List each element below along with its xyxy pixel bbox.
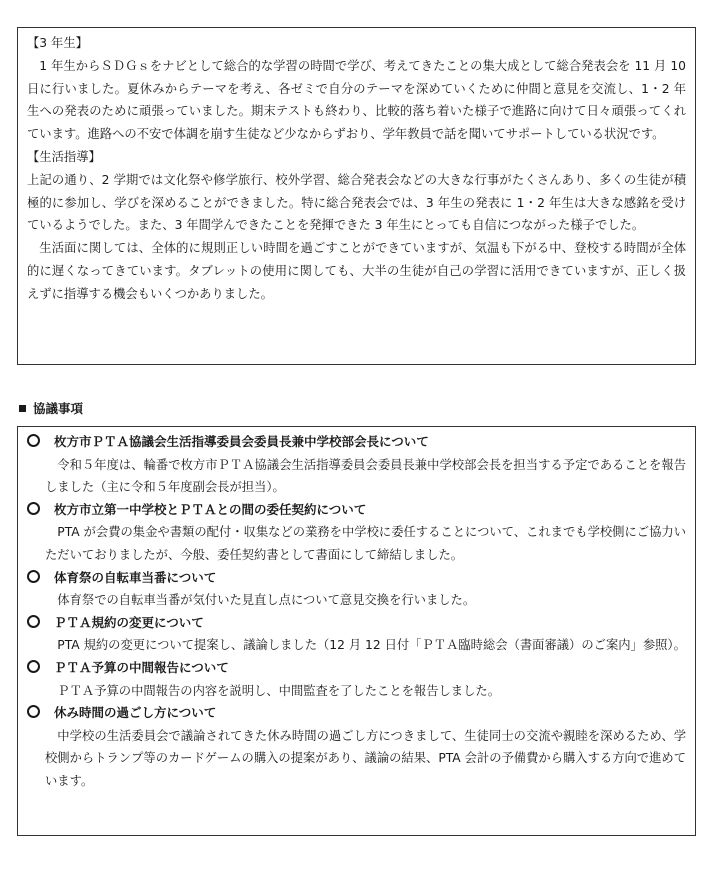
agenda-item-body: PTA が会費の集金や書類の配付・収集などの業務を中学校に委任することについて、これまでも学校側にご協力いただいておりましたが、今般、委任契約書として書面にして締結しました。 <box>45 525 686 562</box>
agenda-item <box>27 431 686 499</box>
circle-bullet-icon <box>27 434 40 447</box>
agenda-item-title <box>27 431 686 454</box>
agenda-item-body: 令和５年度は、輪番で枚方市ＰＴＡ協議会生活指導委員会委員長兼中学校部会長を担当する予定であることを報告しました（主に令和５年度副会長が担当）。 <box>45 457 686 495</box>
agenda-item <box>27 499 686 567</box>
guidance-heading: 【生活指導】 <box>27 149 101 164</box>
grade3-heading: 【3 年生】 <box>27 36 88 50</box>
agenda-item-title-text: 枚方市立第一中学校とＰＴＡとの間の委任契約について <box>54 501 367 517</box>
grade-report-box <box>17 27 696 365</box>
agenda-item-body: 中学校の生活委員会で議論されてきた休み時間の過ごし方につきまして、生徒同士の交流や親睦を深めるため、学校側からトランプ等のカードゲームの購入の提案があり、議論の結果、PTA 会計の予備費から購入する方向で進めています。 <box>45 728 686 788</box>
agenda-item-title <box>27 657 686 680</box>
agenda-item-title-text: 休み時間の過ごし方について <box>54 705 217 721</box>
square-bullet-icon <box>19 405 26 412</box>
guidance-paragraph-2: 生活面に関しては、全体的に規則正しい時間を過ごすことができていますが、気温も下がる中、登校する時間が全体的に遅くなってきています。タブレットの使用に関しても、大半の生徒が自己の学習に活用できていますが、正しく扱えずに指導する機会もいくつかありました。 <box>27 241 686 301</box>
circle-bullet-icon <box>27 615 40 628</box>
agenda-section-title <box>19 401 83 417</box>
circle-bullet-icon <box>27 502 40 515</box>
agenda-box <box>17 426 696 836</box>
circle-bullet-icon <box>27 570 40 583</box>
agenda-item-title-text: 枚方市ＰＴＡ協議会生活指導委員会委員長兼中学校部会長について <box>54 434 429 449</box>
agenda-item-title <box>27 702 686 725</box>
agenda-item-body: PTA 規約の変更について提案し、議論しました（12 月 12 日付「ＰＴＡ臨時総会（書面審議）のご案内」参照）。 <box>57 638 686 653</box>
grade3-paragraph: 1 年生からＳＤＧｓをナビとして総合的な学習の時間で学び、考えてきたことの集大成として総合発表会を 11 月 10 日に行いました。夏休みからテーマを考え、各ゼミで自分のテーマを深めていくために仲間と意見を交流し、1・2 年生への発表のために頑張っていました。期末テストも終わり、比較的落ち着いた様子で進路に向けて日々頑張ってくれています。進路への不安で体調を崩す生徒など少なからずおり、学年教員で話を聞いてサポートしている状況です。 <box>27 58 686 142</box>
agenda-item-title <box>27 612 686 635</box>
agenda-item-title <box>27 567 686 590</box>
agenda-item-body: ＰＴＡ予算の中間報告の内容を説明し、中間監査を了したことを報告しました。 <box>57 683 500 698</box>
agenda-item <box>27 567 686 612</box>
circle-bullet-icon <box>27 660 40 673</box>
agenda-title: 協議事項 <box>33 401 84 416</box>
agenda-item <box>27 702 686 792</box>
agenda-item-body: 体育祭での自転車当番が気付いた見直し点について意見交換を行いました。 <box>57 593 476 608</box>
agenda-item <box>27 612 686 657</box>
guidance-paragraph-1: 上記の通り、2 学期では文化祭や修学旅行、校外学習、総合発表会などの大きな行事がたくさんあり、多くの生徒が積極的に参加し、学びを深めることができました。特に総合発表会では、3 年生の発表に 1・2 年生は大きな感銘を受けているようでした。また、3 年間学んできたことを発揮できた 3 年生にとっても自信につながった様子でした。 <box>27 172 686 233</box>
agenda-item-title-text: ＰＴＡ規約の変更について <box>54 614 204 630</box>
agenda-item-title <box>27 499 686 522</box>
agenda-item-title-text: 体育祭の自転車当番について <box>54 569 217 585</box>
circle-bullet-icon <box>27 705 40 718</box>
agenda-item <box>27 657 686 702</box>
agenda-item-title-text: ＰＴＡ予算の中間報告について <box>54 659 229 675</box>
